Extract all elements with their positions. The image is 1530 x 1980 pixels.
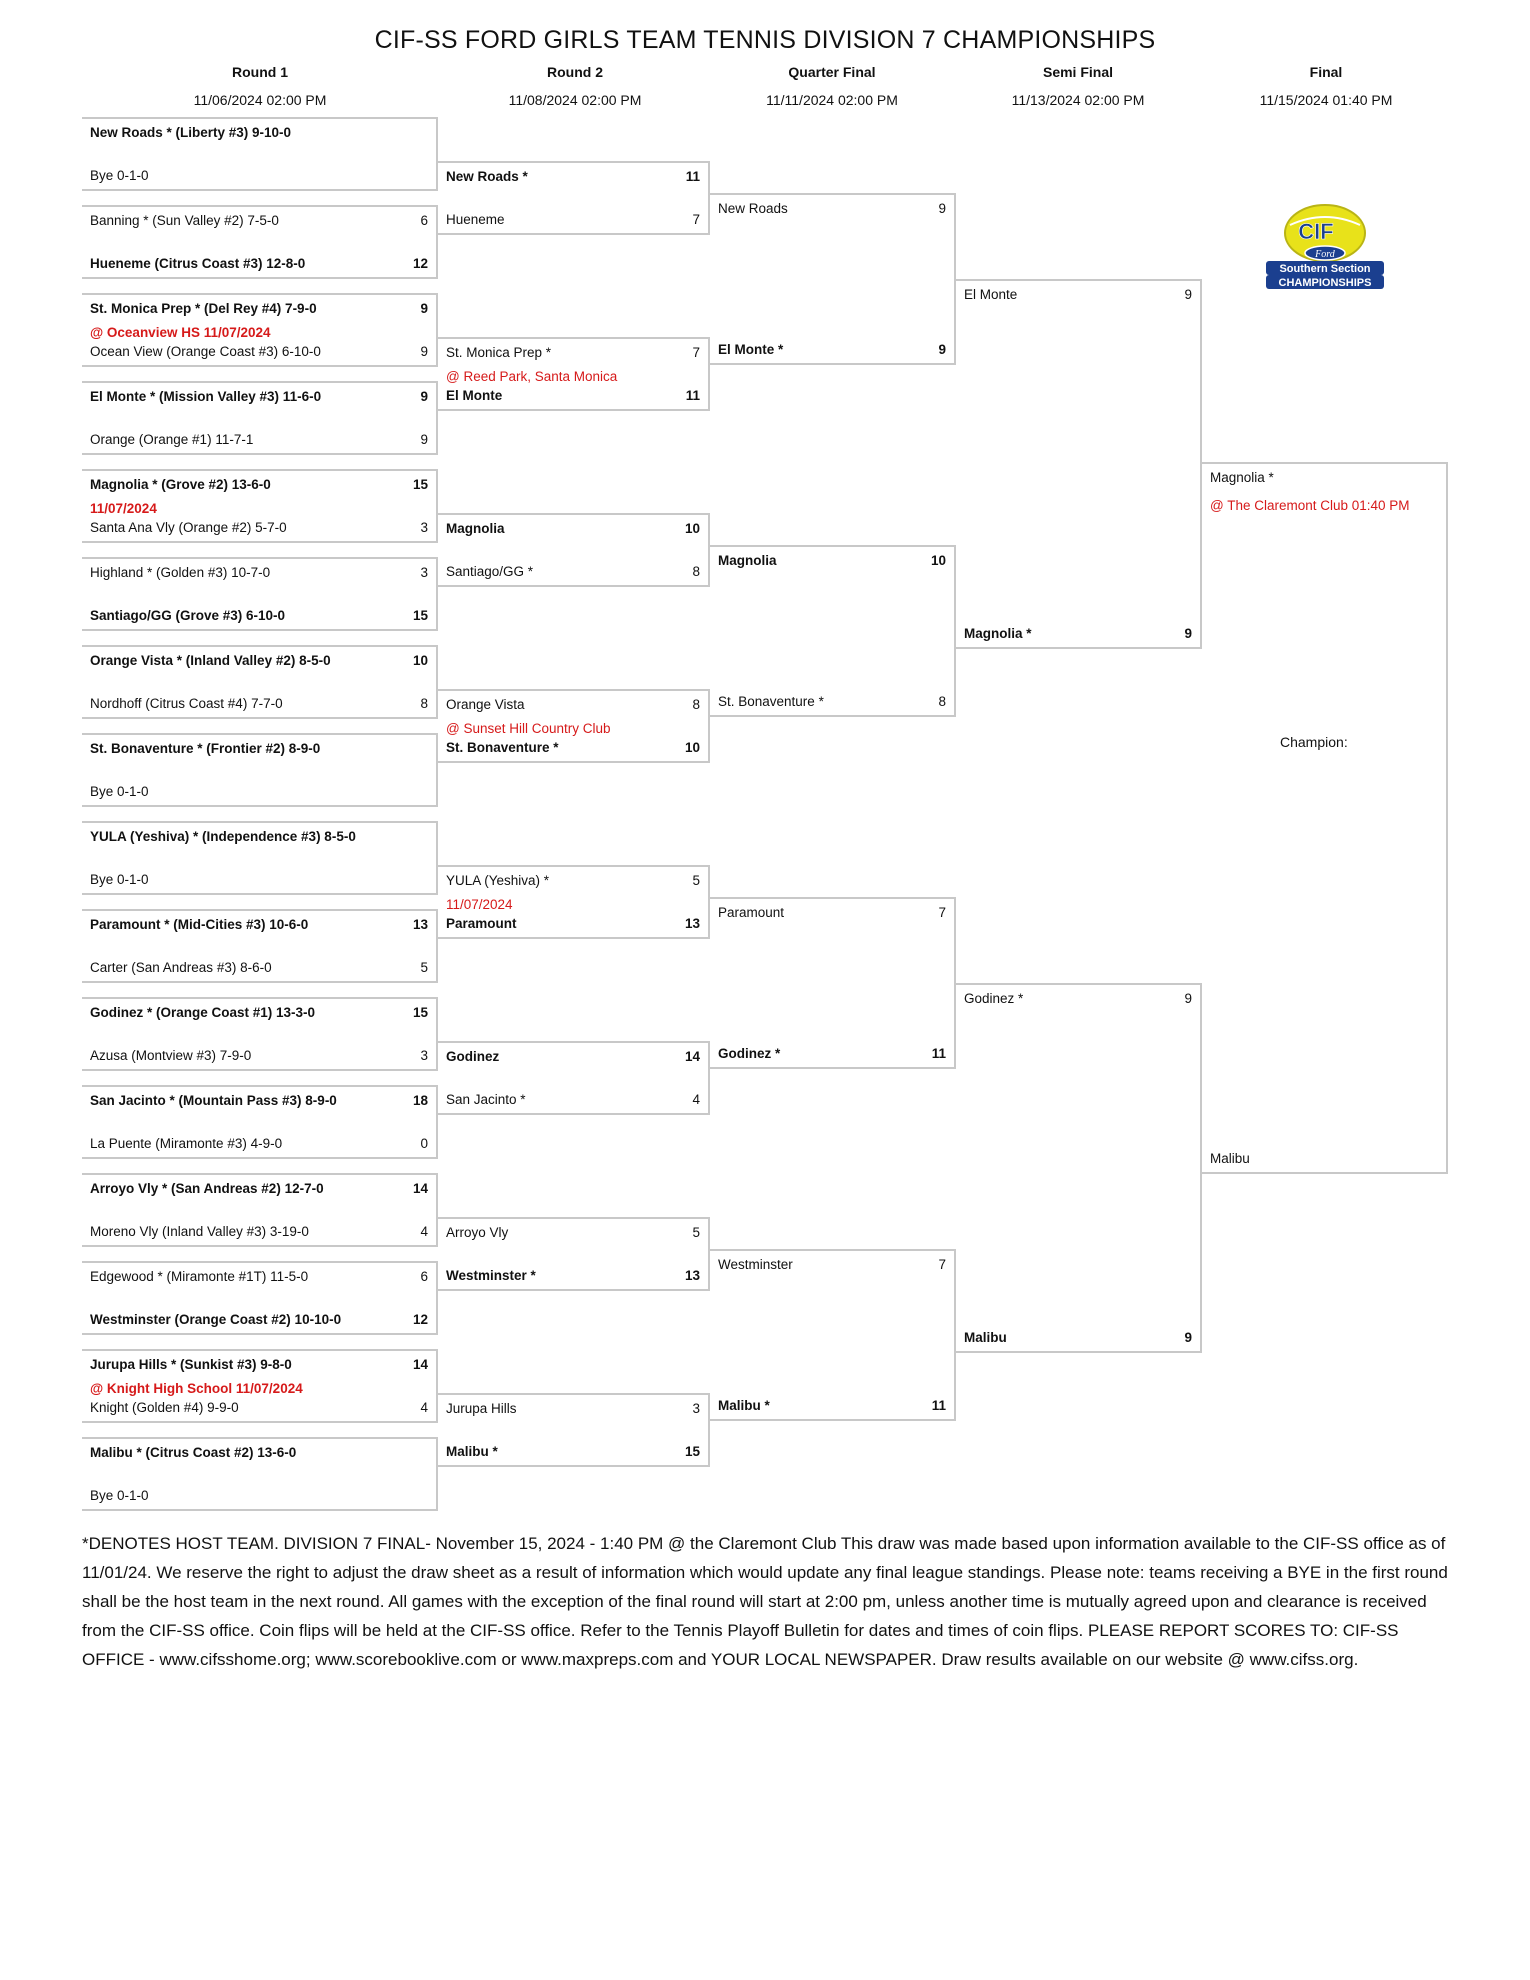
team-score: 13 [684,1268,700,1283]
round1-slot [82,997,438,1034]
team-name[interactable]: Orange Vista * (Inland Valley #2) 8-5-0 [90,653,331,668]
round1-slot [82,645,438,682]
round1-slot [82,1474,438,1511]
quarterfinal-slot [710,897,956,983]
round-name: Semi Final [1042,64,1114,80]
team-score: 14 [684,1049,700,1064]
round2-slot [438,726,710,763]
page-title: CIF-SS FORD GIRLS TEAM TENNIS DIVISION 7 CHAMPIONSHIPS [374,26,1156,54]
quarterfinal-slot [710,1249,956,1335]
logo-cif-text: CIF [1298,219,1334,244]
team-name[interactable]: Orange (Orange #1) 11-7-1 [90,432,254,447]
semifinal-slot [956,464,1202,649]
team-name[interactable]: San Jacinto * [446,1092,526,1107]
round-name: Round 2 [547,64,603,80]
round-header-quarter-final [712,64,952,108]
team-name[interactable]: Paramount [446,916,517,931]
round1-slot [82,1034,438,1071]
team-name[interactable]: Santa Ana Vly (Orange #2) 5-7-0 [90,520,287,535]
team-score: 3 [420,520,428,535]
round1-slot [82,1173,438,1210]
team-name[interactable]: Magnolia [718,553,777,568]
match-venue: @ Sunset Hill Country Club [446,721,611,736]
round2-slot [438,865,710,912]
team-name[interactable]: Knight (Golden #4) 9-9-0 [90,1400,239,1415]
team-score: 4 [420,1224,428,1239]
round1-slot [82,154,438,191]
round-name: Round 1 [232,64,288,80]
round1-slot [82,1122,438,1159]
team-score: 9 [1184,626,1192,641]
team-score: 5 [420,960,428,975]
team-score: 4 [692,1092,700,1107]
team-score: 8 [692,564,700,579]
team-score: 3 [692,1401,700,1416]
team-name[interactable]: Godinez * [718,1046,781,1061]
round1-slot [82,469,438,516]
team-name[interactable]: St. Bonaventure * (Frontier #2) 8-9-0 [90,741,321,756]
team-name[interactable]: Godinez * (Orange Coast #1) 13-3-0 [90,1005,316,1020]
match-venue: @ The Claremont Club 01:40 PM [1210,498,1410,513]
team-name[interactable]: Bye 0-1-0 [90,168,149,183]
round2-slot [438,198,710,235]
team-score: 10 [684,740,700,755]
round2-slot [438,1393,710,1430]
team-score: 4 [420,1400,428,1415]
team-score: 11 [685,388,700,403]
team-name[interactable]: Edgewood * (Miramonte #1T) 11-5-0 [90,1269,309,1284]
round1-slot [82,117,438,154]
team-name[interactable]: San Jacinto * (Mountain Pass #3) 8-9-0 [90,1093,337,1108]
team-score: 6 [420,213,428,228]
quarterfinal-slot [710,631,956,717]
team-name[interactable]: Jurupa Hills * (Sunkist #3) 9-8-0 [90,1357,292,1372]
round1-slot [82,557,438,594]
team-name[interactable]: New Roads * [446,169,528,184]
round1-slot [82,770,438,807]
team-score: 9 [938,342,946,357]
team-name[interactable]: Highland * (Golden #3) 10-7-0 [90,565,271,580]
team-score: 7 [938,905,946,920]
team-score: 9 [420,432,428,447]
team-score: 11 [685,169,700,184]
cif-southern-section-logo [1262,203,1388,291]
round1-slot [82,506,438,543]
team-name[interactable]: Hueneme [446,212,505,227]
team-name[interactable]: St. Monica Prep * (Del Rey #4) 7-9-0 [90,301,317,316]
team-score: 9 [1184,287,1192,302]
team-name[interactable]: Jurupa Hills [446,1401,517,1416]
round-date: 11/08/2024 02:00 PM [508,92,642,108]
round2-slot [438,1041,710,1078]
team-name[interactable]: Arroyo Vly [446,1225,509,1240]
team-name[interactable]: Azusa (Montview #3) 7-9-0 [90,1048,252,1063]
round-name: Quarter Final [788,64,876,80]
round-header-round-1 [140,64,380,108]
logo-line2-text: CHAMPIONSHIPS [1278,277,1372,289]
team-score: 5 [692,873,700,888]
team-name[interactable]: El Monte [446,388,503,403]
team-score: 3 [420,1048,428,1063]
team-name[interactable]: YULA (Yeshiva) * (Independence #3) 8-5-0 [90,829,356,844]
team-name[interactable]: YULA (Yeshiva) * [446,873,550,888]
team-score: 8 [420,696,428,711]
round1-slot [82,1261,438,1298]
round1-slot [82,1085,438,1122]
team-name[interactable]: Bye 0-1-0 [90,1488,149,1503]
team-score: 15 [684,1444,700,1459]
team-score: 7 [692,212,700,227]
team-name[interactable]: St. Bonaventure * [718,694,824,709]
round2-slot [438,161,710,198]
team-score: 8 [692,697,700,712]
team-name[interactable]: Malibu * (Citrus Coast #2) 13-6-0 [90,1445,297,1460]
round2-slot [438,1217,710,1254]
round1-slot [82,1349,438,1396]
team-name[interactable]: Magnolia * (Grove #2) 13-6-0 [90,477,271,492]
round-date: 11/11/2024 02:00 PM [766,92,898,108]
team-name[interactable]: Arroyo Vly * (San Andreas #2) 12-7-0 [90,1181,324,1196]
team-name[interactable]: Magnolia [446,521,505,536]
round1-slot [82,733,438,770]
round-header-final [1206,64,1446,108]
team-score: 0 [420,1136,428,1151]
team-score: 15 [412,477,428,492]
team-name[interactable]: Carter (San Andreas #3) 8-6-0 [90,960,272,975]
round1-slot [82,594,438,631]
team-score: 7 [938,1257,946,1272]
team-name[interactable]: Westminster * [446,1268,536,1283]
team-name[interactable]: Bye 0-1-0 [90,784,149,799]
team-name[interactable]: Westminster [718,1257,793,1272]
team-name[interactable]: Godinez * [964,991,1024,1006]
round-name: Final [1309,64,1343,80]
match-venue: @ Reed Park, Santa Monica [446,369,618,384]
team-name[interactable]: New Roads * (Liberty #3) 9-10-0 [90,125,292,140]
match-venue: 11/07/2024 [446,897,513,912]
round2-slot [438,337,710,384]
round2-slot [438,1254,710,1291]
footnote: *DENOTES HOST TEAM. DIVISION 7 FINAL- November 15, 2024 - 1:40 PM @ the Claremont Club This draw was made based upon information available to the CIF-SS office as of 11/01/24. We reserve the right to adjust the draw sheet as a result of information which would update any final league standings. Please note: teams receiving a BYE in the first round shall be the host team in the next round. All games with the exception of the final round will start at 2:00 pm, unless another time is mutually agreed upon and clearance is received from the CIF-SS office. Coin flips will be held at the CIF-SS office. Refer to the Tennis Playoff Bulletin for dates and times of coin flips. PLEASE REPORT SCORES TO: CIF-SS OFFICE - www.cifsshome.org; www.scorebooklive.com or www.maxpreps.com and YOUR LOCAL NEWSPAPER. Draw results available on our website @ www.cifss.org. [82,1534,1448,1669]
match-venue: @ Knight High School 11/07/2024 [90,1381,303,1396]
team-score: 10 [930,553,946,568]
team-name[interactable]: Malibu * [718,1398,770,1413]
round1-slot [82,682,438,719]
round-date: 11/06/2024 02:00 PM [193,92,327,108]
round-date: 11/15/2024 01:40 PM [1259,92,1393,108]
team-name[interactable]: El Monte [964,287,1018,302]
round2-slot [438,513,710,550]
team-name[interactable]: Westminster (Orange Coast #2) 10-10-0 [90,1312,342,1327]
round1-slot [82,1437,438,1474]
team-name[interactable]: Magnolia * [964,626,1032,641]
round2-slot [438,1078,710,1115]
team-name[interactable]: Magnolia * [1210,470,1274,485]
team-score: 9 [420,389,428,404]
match-venue: 11/07/2024 [90,501,157,516]
team-name[interactable]: Santiago/GG (Grove #3) 6-10-0 [90,608,286,623]
quarterfinal-slot [710,193,956,279]
semifinal-slot [956,983,1202,1168]
team-name[interactable]: Orange Vista [446,697,525,712]
team-name[interactable]: New Roads [718,201,788,216]
team-name[interactable]: St. Monica Prep * [446,345,552,360]
team-score: 12 [412,1312,428,1327]
team-score: 12 [412,256,428,271]
round2-slot [438,550,710,587]
team-name[interactable]: St. Bonaventure * [446,740,559,755]
team-score: 3 [420,565,428,580]
champion-label: Champion: [1280,734,1348,750]
round-header-round-2 [455,64,695,108]
round1-slot [82,418,438,455]
team-name[interactable]: Bye 0-1-0 [90,872,149,887]
quarterfinal-slot [710,279,956,365]
round1-slot [82,1210,438,1247]
final-slot [1202,462,1448,818]
round2-slot [438,374,710,411]
round1-slot [82,381,438,418]
team-name[interactable]: Paramount [718,905,785,920]
team-name[interactable]: Ocean View (Orange Coast #3) 6-10-0 [90,344,321,359]
team-score: 10 [684,521,700,536]
team-name[interactable]: Malibu [964,1330,1007,1345]
round1-slot [82,1386,438,1423]
team-score: 8 [938,694,946,709]
team-name[interactable]: Santiago/GG * [446,564,534,579]
round1-slot [82,946,438,983]
round1-slot [82,330,438,367]
team-name[interactable]: Malibu [1210,1151,1250,1166]
semifinal-slot [956,1168,1202,1353]
round-header-semi-final [958,64,1198,108]
round1-slot [82,909,438,946]
round1-slot [82,205,438,242]
team-name[interactable]: El Monte * (Mission Valley #3) 11-6-0 [90,389,322,404]
team-score: 9 [420,301,428,316]
quarterfinal-slot [710,545,956,631]
semifinal-slot [956,279,1202,464]
final-slot [1202,818,1448,1174]
team-score: 15 [412,608,428,623]
team-name[interactable]: Nordhoff (Citrus Coast #4) 7-7-0 [90,696,283,711]
team-name[interactable]: Moreno Vly (Inland Valley #3) 3-19-0 [90,1224,309,1239]
round1-slot [82,242,438,279]
round1-slot [82,858,438,895]
team-name[interactable]: Hueneme (Citrus Coast #3) 12-8-0 [90,256,306,271]
team-name[interactable]: Godinez [446,1049,500,1064]
team-score: 9 [1184,1330,1192,1345]
round-date: 11/13/2024 02:00 PM [1011,92,1145,108]
round1-slot [82,1298,438,1335]
team-score: 7 [692,345,700,360]
team-score: 6 [420,1269,428,1284]
team-name[interactable]: Paramount * (Mid-Cities #3) 10-6-0 [90,917,309,932]
match-venue: @ Oceanview HS 11/07/2024 [90,325,271,340]
round2-slot [438,689,710,736]
logo-line1-text: Southern Section [1279,263,1371,275]
team-score: 14 [412,1181,428,1196]
team-score: 5 [692,1225,700,1240]
team-score: 18 [412,1093,428,1108]
team-score: 13 [684,916,700,931]
team-name[interactable]: El Monte * [718,342,784,357]
round2-slot [438,1430,710,1467]
quarterfinal-slot [710,1335,956,1421]
quarterfinal-slot [710,983,956,1069]
team-score: 11 [931,1046,946,1061]
team-score: 15 [412,1005,428,1020]
round1-slot [82,293,438,340]
team-score: 9 [420,344,428,359]
team-score: 9 [938,201,946,216]
round2-slot [438,902,710,939]
team-name[interactable]: Malibu * [446,1444,498,1459]
team-score: 14 [412,1357,428,1372]
logo-brand-text: Ford [1315,249,1335,260]
team-score: 9 [1184,991,1192,1006]
round1-slot [82,821,438,858]
team-score: 11 [931,1398,946,1413]
team-name[interactable]: Banning * (Sun Valley #2) 7-5-0 [90,213,279,228]
team-score: 10 [412,653,428,668]
team-name[interactable]: La Puente (Miramonte #3) 4-9-0 [90,1136,283,1151]
team-score: 13 [412,917,428,932]
